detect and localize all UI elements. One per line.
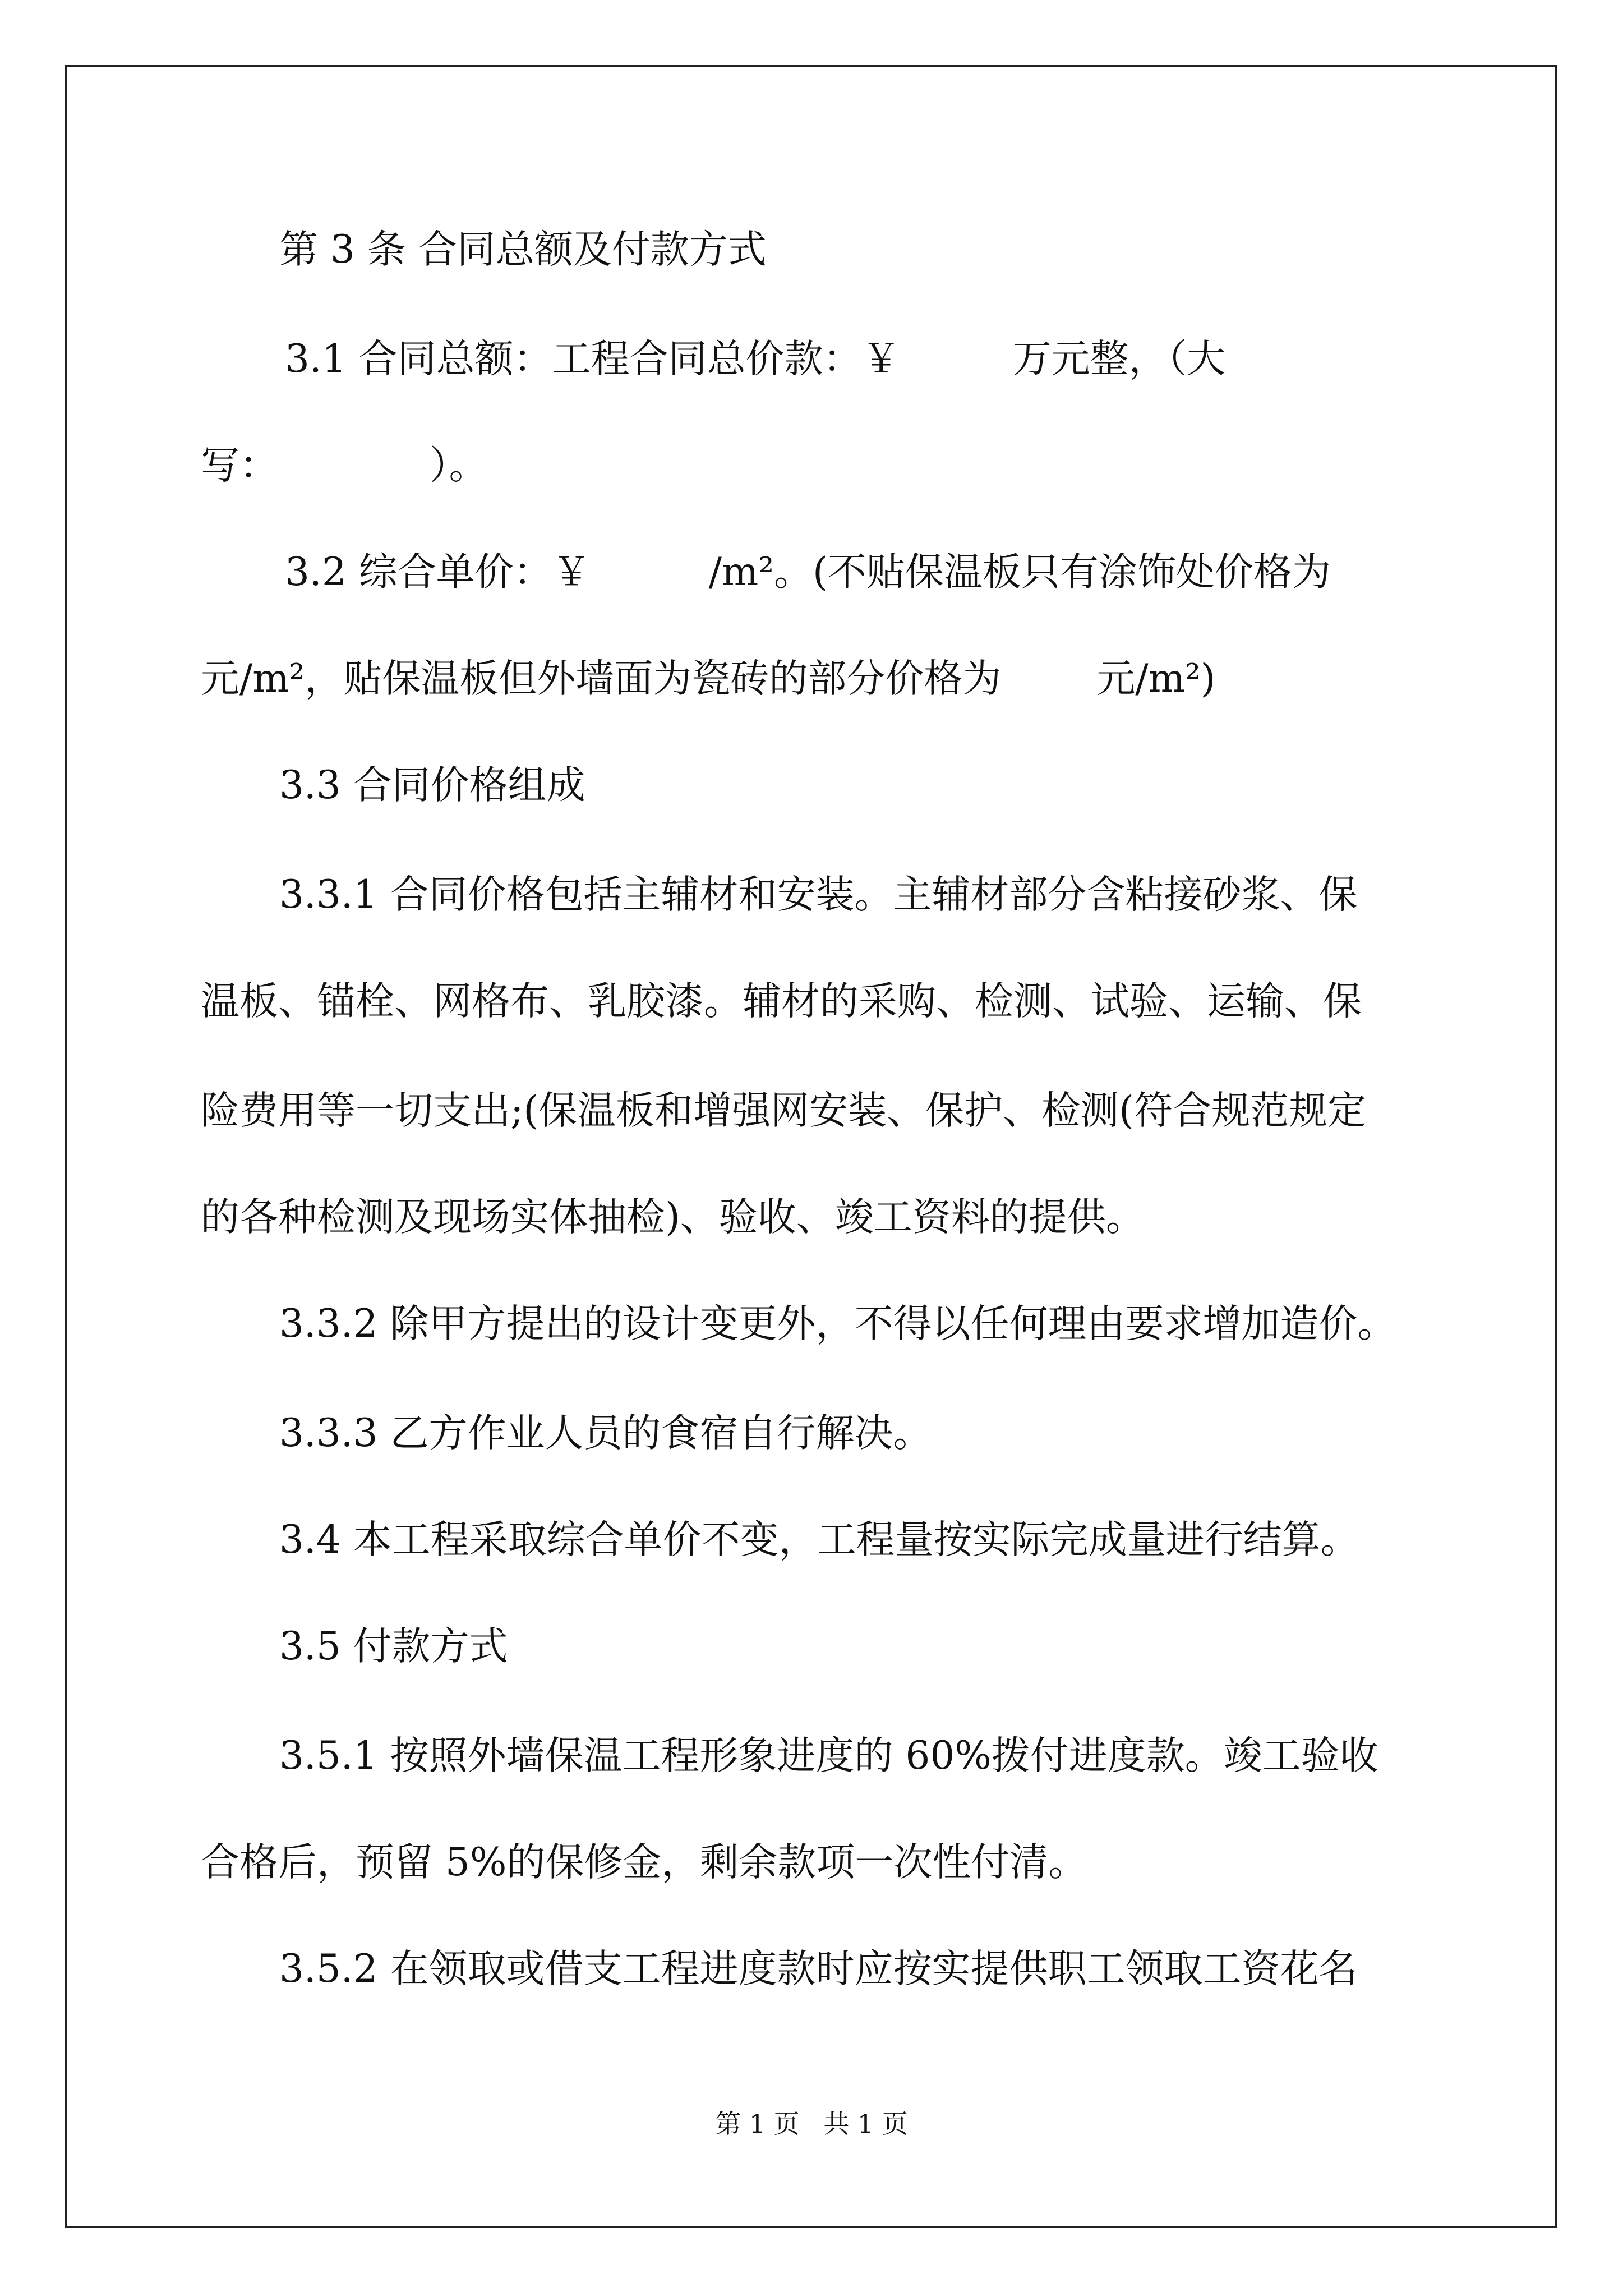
- paragraph-line: 3.3.2 除甲方提出的设计变更外，不得以任何理由要求增加造价。: [279, 1301, 1396, 1346]
- paragraph-line: 3.5.2 在领取或借支工程进度款时应按实提供职工领取工资花名: [279, 1947, 1358, 1991]
- page-footer: [0, 2108, 1623, 2139]
- amount-in-words-label: 写：: [201, 443, 278, 488]
- paragraph-line: 3.4 本工程采取综合单价不变，工程量按实际完成量进行结算。: [279, 1517, 1359, 1562]
- page-total: 共 1 页: [823, 2109, 908, 2139]
- paragraph-line: 险费用等一切支出;(保温板和增强网安装、保护、检测(符合规范规定: [201, 1088, 1367, 1133]
- contract-total-unit: 万元整，（大: [1012, 337, 1226, 381]
- tile-price-label: 元/m²，贴保温板但外墙面为瓷砖的部分价格为: [201, 656, 1002, 701]
- paragraph-line: 的各种检测及现场实体抽检)、验收、竣工资料的提供。: [201, 1195, 1145, 1240]
- subsection-heading: 3.5 付款方式: [279, 1624, 508, 1669]
- page-border: [65, 65, 1557, 2228]
- paragraph-line: 合格后，预留 5%的保修金，剩余款项一次性付清。: [201, 1840, 1087, 1885]
- paragraph-line: 3.3.3 乙方作业人员的食宿自行解决。: [279, 1411, 932, 1456]
- amount-in-words-close: ）。: [430, 443, 488, 488]
- paragraph-line: [201, 443, 488, 488]
- paragraph-line: 3.5.1 按照外墙保温工程形象进度的 60%拨付进度款。竣工验收: [279, 1733, 1378, 1778]
- contract-total-label: 3.1 合同总额：工程合同总价款：￥: [285, 337, 901, 381]
- paragraph-line: 3.3.1 合同价格包括主辅材和安装。主辅材部分含粘接砂浆、保: [279, 872, 1358, 917]
- paragraph-line: [285, 550, 1331, 595]
- unit-price-label: 3.2 综合单价：￥: [285, 550, 591, 595]
- paragraph-line: [201, 656, 1216, 701]
- subsection-heading: 3.3 合同价格组成: [279, 763, 585, 808]
- paragraph-line: [285, 337, 1225, 381]
- tile-price-unit: 元/m²): [1096, 656, 1216, 701]
- paragraph-line: 温板、锚栓、网格布、乳胶漆。辅材的采购、检测、试验、运输、保: [201, 979, 1362, 1024]
- page-number: 第 1 页: [715, 2109, 800, 2139]
- section-heading: 第 3 条 合同总额及付款方式: [279, 227, 767, 272]
- unit-price-note: /m²。(不贴保温板只有涂饰处价格为: [708, 550, 1331, 595]
